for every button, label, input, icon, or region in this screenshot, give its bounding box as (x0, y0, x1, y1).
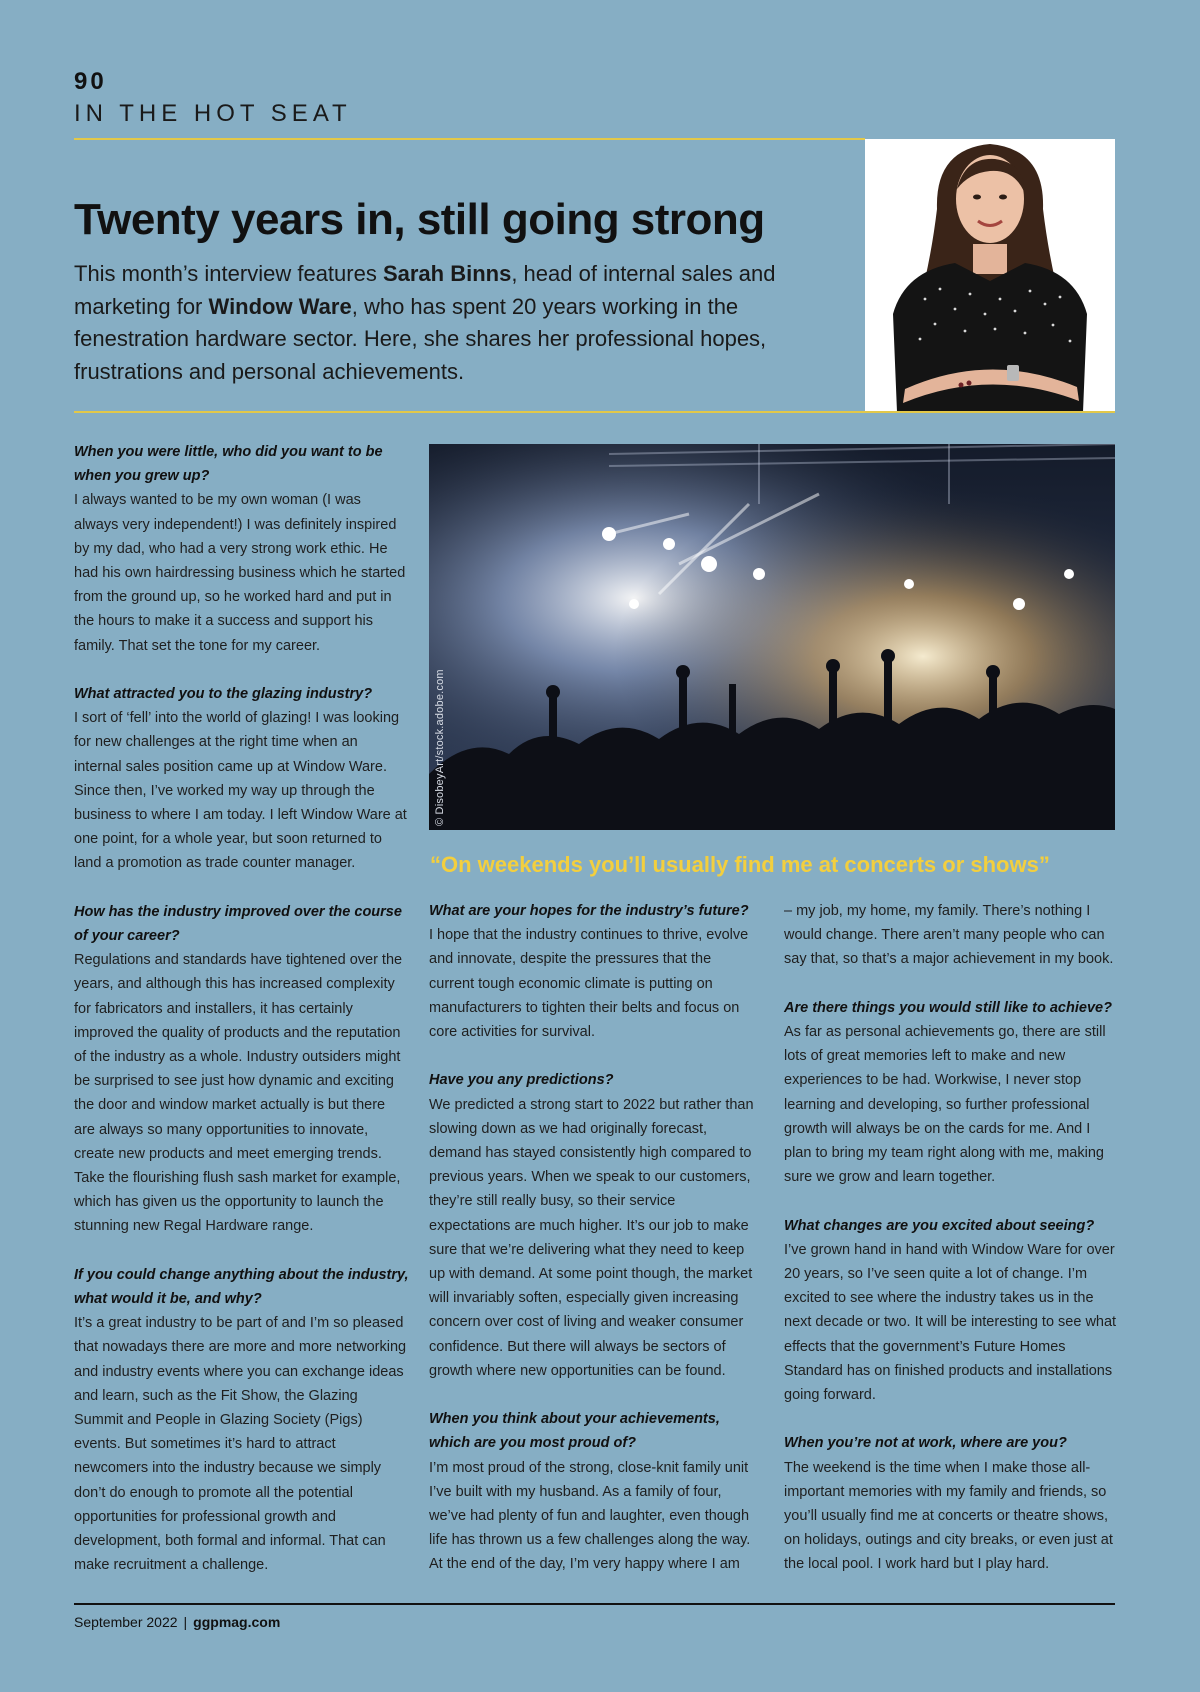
answer: I hope that the industry continues to thrive, evolve and innovate, despite the pressures that the current tough economic climate is putting on manufacturers to tighten their belts and focus on core activities for survival. (429, 927, 749, 1041)
intro-paragraph (74, 258, 854, 388)
top-rule (74, 138, 865, 140)
footer (74, 1614, 280, 1630)
question: What changes are you excited about seeing? (784, 1217, 1095, 1234)
portrait-photo (865, 139, 1115, 412)
answer: As far as personal achievements go, there are still lots of great memories left to make and new experiences to be had. Workwise, I never stop learning and developing, so further professional growth will always be on the cards for me. And I plan to bring my team right along with me, making sure we grow and learn together. (784, 1024, 1106, 1186)
question: What are your hopes for the industry’s future? (429, 903, 749, 919)
qa-block (74, 900, 409, 1239)
qa-block (74, 1263, 409, 1578)
portrait-illustration (865, 139, 1115, 412)
pull-quote: “On weekends you’ll usually find me at concerts or shows” (430, 852, 1050, 877)
question: Are there things you would still like to achieve? (784, 999, 1112, 1016)
bottom-rule (74, 1603, 1115, 1605)
qa-block (429, 1068, 759, 1383)
qa-block (784, 1214, 1119, 1408)
intro-part2: , head of internal sales and marketing for (74, 261, 776, 319)
answer: It’s a great industry to be part of and I’m so pleased that nowadays there are more and more networking and industry events where you can exchange ideas and learn, such as the Fit Show, the Glazing Summit and People in Glazing Society (Pigs) events. But sometimes it’s hard to attract newcomers into the industry because we simply don’t do enough to promote all the potential opportunities for professional growth and development, both formal and informal. That can make recruitment a challenge. (74, 1315, 407, 1574)
question: When you were little, who did you want to be when you grew up? (74, 444, 383, 485)
qa-block (429, 899, 759, 1044)
column-1 (74, 440, 409, 1602)
website-link[interactable]: ggpmag.com (193, 1614, 281, 1630)
qa-block (74, 440, 409, 658)
answer: I’m most proud of the strong, close-knit family unit I’ve built with my husband. As a family of four, we’ve had plenty of fun and laughter, even though life has thrown us a few challenges along the way. At the end of the day, I’m very happy where I am (429, 1459, 751, 1573)
intro-part1: This month’s interview features (74, 261, 383, 286)
answer: We predicted a strong start to 2022 but rather than slowing down as we had originally forecast, demand has stayed consistently high compared to previous years. When we speak to our customers, they’re still really busy, so their service expectations are much higher. It’s our job to make sure that we’re delivering what they need to keep up with demand. At some point though, the market will invariably soften, especially given increasing concern over cost of living and weaker consumer confidence. But there will always be sectors of growth where new opportunities can be found. (429, 1096, 754, 1379)
company-name: Window Ware (208, 293, 352, 319)
answer: I’ve grown hand in hand with Window Ware for over 20 years, so I’ve seen quite a lot of change. I’m excited to see where the industry takes us in the next decade or two. It will be interesting to see what effects that the government’s Future Homes Standard has on finished products and installations going forward. (784, 1241, 1117, 1404)
question: How has the industry improved over the course of your career? (74, 903, 402, 945)
question: When you think about your achievements, which are you most proud of? (429, 1411, 720, 1452)
question: When you’re not at work, where are you? (784, 1435, 1067, 1452)
footer-separator: | (183, 1614, 188, 1630)
qa-block (784, 1431, 1119, 1576)
question: If you could change anything about the industry, what would it be, and why? (74, 1266, 409, 1308)
headline: Twenty years in, still going strong (74, 195, 765, 244)
photo-credit: © DisobeyArt/stock.adobe.com (434, 669, 446, 826)
answer: I sort of ‘fell’ into the world of glazing! I was looking for new challenges at the right time when an internal sales position came up at Window Ware. Since then, I’ve worked my way up through the business to where I am today. I left Window Ware at one point, for a whole year, but soon returned to land a promotion as trade counter manager. (74, 710, 407, 872)
question: Have you any predictions? (429, 1072, 614, 1089)
answer: The weekend is the time when I make those all-important memories with my family and friends, so you’ll usually find me at concerts or theatre shows, on holidays, outings and city breaks, or even just at the local pool. I work hard but I play hard. (784, 1459, 1113, 1573)
issue-date: September 2022 (74, 1614, 178, 1630)
mid-rule (74, 411, 1115, 413)
question: What attracted you to the glazing industry? (74, 686, 373, 703)
concert-photo (429, 444, 1115, 830)
section-title: IN THE HOT SEAT (74, 100, 352, 127)
answer: Regulations and standards have tightened over the years, and although this has increased complexity for fabricators and installers, it has certainly improved the quality of products and the reputation of the industry as a whole. Industry outsiders might be surprised to see just how dynamic and exciting the door and window market actually is but there are always so many opportunities to innovate, create new products and meet emerging trends. Take the flourishing flush sash market for example, which has given us the opportunity to launch the stunning new Regal Hardware range. (74, 952, 403, 1235)
qa-block (784, 899, 1119, 972)
qa-block (74, 682, 409, 876)
answer-continued: – my job, my home, my family. There’s nothing I would change. There aren’t many people who can say that, so that’s a major achievement in my book. (784, 903, 1114, 968)
interviewee-name: Sarah Binns (382, 261, 512, 286)
qa-block (784, 996, 1119, 1190)
concert-illustration (429, 444, 1115, 830)
answer: I always wanted to be my own woman (I was always very independent!) I was definitely inspired by my dad, who had a very strong work ethic. He had his own hairdressing business which he started from the ground up, so he worked hard and put in the hours to make it a success and support his family. That set the tone for my career. (74, 492, 406, 654)
intro-part3: , who has spent 20 years working in the fenestration hardware sector. Here, she shares her professional hopes, frustrations and personal achievements. (74, 293, 767, 384)
column-2 (429, 899, 759, 1601)
page-number: 90 (74, 68, 107, 95)
qa-block (429, 1407, 759, 1576)
column-3 (784, 899, 1119, 1601)
